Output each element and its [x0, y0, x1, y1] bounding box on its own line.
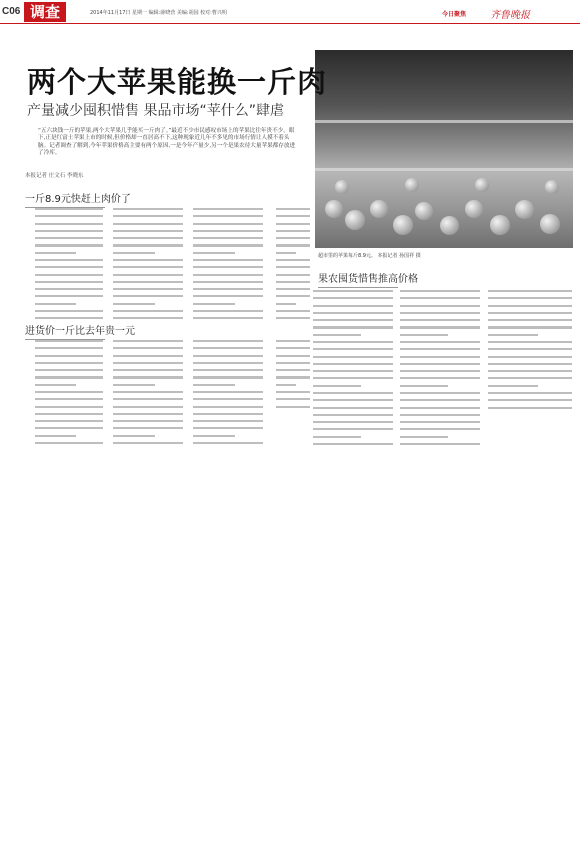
text-line [276, 252, 296, 254]
article-subheadline: 产量减少囤积惜售 果品市场“苹什么”肆虐 [27, 103, 284, 119]
text-line [193, 355, 263, 357]
text-line [276, 208, 310, 210]
text-line [400, 414, 480, 416]
text-line [400, 326, 480, 328]
page-header [0, 2, 580, 24]
text-line [313, 290, 393, 292]
page-number: C06 [2, 6, 21, 17]
section-label: 调查 [24, 2, 66, 22]
article-photo [315, 50, 573, 248]
text-line [35, 369, 103, 371]
text-line [193, 208, 263, 210]
text-line [113, 288, 183, 290]
text-line [276, 244, 310, 246]
text-line [313, 334, 361, 336]
header-rule [0, 23, 580, 24]
text-line [113, 347, 183, 349]
text-line [313, 399, 393, 401]
article-byline: 本报记者 庄文石 李晓东 [25, 173, 84, 179]
text-line [488, 348, 572, 350]
text-line [313, 319, 393, 321]
section-title-3: 果农囤货惜售推高价格 [318, 270, 418, 285]
article-headline: 两个大苹果能换一斤肉 [27, 65, 328, 99]
text-line [35, 208, 103, 210]
text-line [193, 376, 263, 378]
body-column [113, 208, 183, 325]
text-line [193, 223, 263, 225]
text-line [193, 281, 263, 283]
text-line [276, 406, 310, 408]
text-line [113, 208, 183, 210]
text-line [113, 355, 183, 357]
text-line [35, 427, 103, 429]
text-line [113, 244, 183, 246]
text-line [276, 391, 310, 393]
text-line [113, 369, 183, 371]
body-column [276, 340, 310, 413]
text-line [313, 312, 393, 314]
text-line [113, 266, 183, 268]
text-line [400, 319, 480, 321]
text-line [113, 310, 183, 312]
text-line [193, 288, 263, 290]
text-line [276, 310, 310, 312]
text-line [193, 340, 263, 342]
newspaper-name: 齐鲁晚报 [490, 10, 530, 21]
text-line [488, 319, 572, 321]
text-line [193, 252, 235, 254]
text-line [400, 399, 480, 401]
text-line [193, 215, 263, 217]
text-line [400, 334, 448, 336]
text-line [35, 413, 103, 415]
body-column [35, 208, 103, 325]
text-line [488, 385, 538, 387]
text-line [313, 414, 393, 416]
text-line [113, 259, 183, 261]
text-line [400, 443, 480, 445]
text-line [276, 295, 310, 297]
text-line [113, 274, 183, 276]
text-line [113, 362, 183, 364]
text-line [193, 362, 263, 364]
text-line [35, 215, 103, 217]
body-column [488, 290, 572, 414]
text-line [400, 348, 480, 350]
text-line [276, 340, 310, 342]
text-line [488, 334, 538, 336]
text-line [313, 428, 393, 430]
text-line [193, 384, 235, 386]
text-line [488, 392, 572, 394]
text-line [193, 347, 263, 349]
text-line [313, 392, 393, 394]
text-line [313, 436, 361, 438]
text-line [313, 356, 393, 358]
text-line [35, 406, 103, 408]
text-line [193, 398, 263, 400]
text-line [193, 413, 263, 415]
text-line [313, 305, 393, 307]
article-lead: “五六块钱一斤的苹果,两个大苹果几乎能买一斤肉了。”最近不少市民感叹市场上的苹果比往年贵不少。眼下,正是红富士苹果上市的时候,但价格却一直居高不下,这种现象近几年不多见的市场行情让人摸不着头脑。记者调查了解到,今年苹果价格高主要有两个原因,一是今年产量少,另一个是果农待大量苹果都存放进了冷库。 [38, 128, 296, 157]
text-line [400, 356, 480, 358]
text-line [400, 407, 480, 409]
text-line [113, 303, 155, 305]
text-line [400, 436, 448, 438]
text-line [113, 398, 183, 400]
text-line [35, 274, 103, 276]
text-line [313, 407, 393, 409]
text-line [113, 420, 183, 422]
text-line [113, 427, 183, 429]
text-line [35, 230, 103, 232]
text-line [488, 377, 572, 379]
text-line [35, 384, 76, 386]
text-line [35, 376, 103, 378]
text-line [313, 421, 393, 423]
text-line [276, 274, 310, 276]
text-line [35, 362, 103, 364]
text-line [276, 237, 310, 239]
text-line [35, 266, 103, 268]
text-line [488, 297, 572, 299]
text-line [113, 340, 183, 342]
body-column [400, 290, 480, 450]
text-line [113, 252, 155, 254]
text-line [35, 295, 103, 297]
focus-tag: 今日聚焦 [442, 11, 467, 18]
text-line [276, 259, 310, 261]
text-line [35, 288, 103, 290]
text-line [400, 363, 480, 365]
text-line [35, 355, 103, 357]
text-line [193, 244, 263, 246]
text-line [313, 370, 393, 372]
text-line [400, 290, 480, 292]
text-line [276, 317, 310, 319]
text-line [400, 377, 480, 379]
text-line [276, 215, 310, 217]
text-line [193, 420, 263, 422]
text-line [276, 266, 310, 268]
text-line [35, 420, 103, 422]
text-line [276, 355, 310, 357]
text-line [313, 443, 393, 445]
text-line [113, 237, 183, 239]
text-line [35, 398, 103, 400]
text-line [113, 295, 183, 297]
text-line [313, 363, 393, 365]
text-line [113, 223, 183, 225]
text-line [35, 223, 103, 225]
body-column [313, 290, 393, 450]
text-line [276, 376, 310, 378]
text-line [35, 435, 76, 437]
text-line [400, 385, 448, 387]
text-line [276, 362, 310, 364]
photo-caption: 超市里的苹果每斤8.9元。 本报记者 孙国祥 摄 [318, 253, 421, 259]
section-title-2: 进货价一斤比去年贵一元 [25, 322, 135, 337]
text-line [35, 303, 76, 305]
body-column [35, 340, 103, 449]
text-line [113, 376, 183, 378]
text-line [488, 370, 572, 372]
text-line [488, 356, 572, 358]
body-column [276, 208, 310, 325]
text-line [113, 435, 155, 437]
text-line [35, 317, 103, 319]
text-line [313, 297, 393, 299]
text-line [276, 230, 310, 232]
text-line [193, 391, 263, 393]
text-line [400, 428, 480, 430]
body-column [113, 340, 183, 449]
text-line [276, 347, 310, 349]
text-line [193, 406, 263, 408]
text-line [400, 312, 480, 314]
text-line [113, 317, 183, 319]
text-line [113, 391, 183, 393]
text-line [400, 370, 480, 372]
text-line [400, 392, 480, 394]
text-line [276, 281, 310, 283]
text-line [400, 421, 480, 423]
text-line [488, 363, 572, 365]
text-line [35, 237, 103, 239]
text-line [276, 288, 310, 290]
text-line [193, 303, 235, 305]
edition-meta: 2014年11月17日 星期一 编辑:薛晓营 美编:胡园 校对:曹兴明 [90, 10, 227, 16]
text-line [193, 427, 263, 429]
text-line [193, 310, 263, 312]
text-line [113, 230, 183, 232]
text-line [193, 442, 263, 444]
text-line [488, 305, 572, 307]
text-line [35, 310, 103, 312]
text-line [35, 244, 103, 246]
text-line [193, 237, 263, 239]
text-line [35, 442, 103, 444]
text-line [488, 312, 572, 314]
text-line [35, 391, 103, 393]
text-line [313, 385, 361, 387]
text-line [113, 406, 183, 408]
text-line [35, 259, 103, 261]
text-line [193, 369, 263, 371]
text-line [313, 377, 393, 379]
text-line [276, 384, 296, 386]
section-title-1: 一斤8.9元快赶上肉价了 [25, 190, 131, 205]
text-line [400, 297, 480, 299]
text-line [193, 435, 235, 437]
text-line [113, 215, 183, 217]
text-line [313, 341, 393, 343]
text-line [488, 341, 572, 343]
text-line [488, 407, 572, 409]
body-column [193, 208, 263, 325]
text-line [193, 274, 263, 276]
body-column [193, 340, 263, 449]
text-line [276, 398, 310, 400]
text-line [113, 281, 183, 283]
text-line [276, 303, 296, 305]
text-line [276, 223, 310, 225]
text-line [113, 442, 183, 444]
text-line [276, 369, 310, 371]
text-line [113, 384, 155, 386]
text-line [488, 290, 572, 292]
text-line [113, 413, 183, 415]
text-line [35, 252, 76, 254]
text-line [400, 341, 480, 343]
text-line [193, 317, 263, 319]
text-line [400, 305, 480, 307]
text-line [488, 326, 572, 328]
text-line [193, 230, 263, 232]
text-line [35, 340, 103, 342]
text-line [193, 266, 263, 268]
text-line [313, 348, 393, 350]
text-line [35, 281, 103, 283]
text-line [313, 326, 393, 328]
text-line [193, 295, 263, 297]
text-line [35, 347, 103, 349]
text-line [193, 259, 263, 261]
text-line [488, 399, 572, 401]
